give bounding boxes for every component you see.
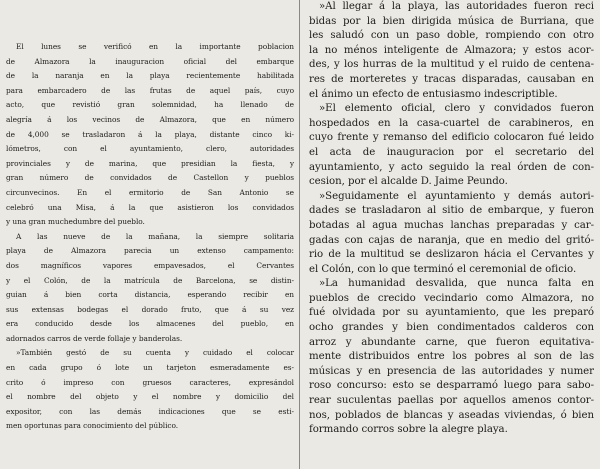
paragraph (6, 346, 294, 434)
text-line: en cada grupo ó lote un tarjeton esmeradamente es- (6, 363, 294, 373)
text-line: el Colón, con lo que terminó el ceremonial de oficio. (309, 263, 577, 275)
text-line: playa de Almazora parecia un extenso campamento: (6, 246, 294, 256)
text-line: cesion, por el alcalde D. Jaime Peundo. (309, 176, 508, 188)
text-line: dos magníficos vapores empavesados, el Cervantes (6, 260, 294, 270)
text-line: ayuntamiento, y acto seguido la real órden de con- (309, 161, 594, 173)
text-line: acto, que revistió gran solemnidad, ha llenado de (6, 100, 294, 110)
right-column (301, 0, 600, 469)
text-line: gadas con cajas de naranja, que en medio del gritó- (309, 234, 594, 246)
text-line: El lunes se verificó en la importante poblacion (16, 42, 294, 51)
text-line: dades se trasladaron al sitio de embarque, y fueron (309, 205, 594, 217)
text-line: »También gestó de su cuenta y cuidado el colocar (16, 348, 294, 358)
text-line: pueblos de crecido vecindario como Almazora, no (309, 292, 594, 304)
text-line: gran número de convidados de Castellon y pueblos (6, 173, 294, 183)
text-line: era conducido desde los almacenes del pueblo, en (6, 319, 294, 329)
text-line: hospedados en la casa-cuartel de carabineros, en (309, 117, 594, 129)
text-line: lómetros, con el ayuntamiento, clero, autoridades (6, 144, 294, 154)
text-line: guian á bien corta distancia, esperando recibir en (6, 290, 294, 300)
text-line: de 4,000 se trasladaron á la playa, distante cinco ki- (6, 129, 294, 139)
text-line: arroz y abundante carne, que fueron equitativa- (309, 336, 594, 348)
text-line: adornados carros de verde follaje y banderolas. (6, 333, 183, 343)
paragraph (309, 102, 594, 190)
text-line: nos, poblados de blancas y aseadas viviendas, ó bien (309, 409, 594, 421)
text-line: celebró una Misa, á la que asistieron los convidados (6, 202, 294, 212)
text-line: de la naranja en la playa recientemente habilitada (6, 71, 294, 81)
text-line: para embarcadero de las frutas de aquel país, cuyo (6, 85, 294, 95)
text-line: provinciales y de marina, que presidian la fiesta, y (6, 158, 294, 168)
text-line: de Almazora la inauguracion oficial del embarque (6, 56, 294, 66)
text-line: roso concurso: esto se desparramó luego para sabo- (309, 380, 594, 392)
text-line: »Seguidamente el ayuntamiento y demás autori- (319, 190, 594, 202)
text-line: »Al llegar á la playa, las autoridades fueron reci (319, 1, 594, 12)
text-line: rear suculentas paellas por aquellos amenos contor- (309, 395, 594, 407)
column-divider (299, 0, 300, 469)
text-line: A las nueve de la mañana, la siempre solitaria (16, 231, 294, 241)
text-line: »El elemento oficial, clero y convidados fueron (319, 103, 594, 115)
text-line: formando corros sobre la alegre playa. (309, 424, 508, 436)
text-line: circunvecinos. En el ermitorio de San Antonio se (6, 187, 294, 197)
text-line: men oportunas para conocimiento del público. (6, 421, 179, 431)
text-line: el ánimo un efecto de entusiasmo indescriptible. (309, 88, 558, 100)
text-line: músicas y en presencia de las autoridades y numer (309, 365, 594, 377)
text-line: mente distribuidos entre los pobres al son de las (309, 351, 594, 363)
text-line: la no ménos inteligente de Almazora; y estos acor- (309, 44, 594, 56)
text-line: botadas al agua muchas lanchas preparadas y car- (309, 219, 594, 231)
text-line: expositor, con las demás indicaciones que se esti- (6, 406, 294, 416)
text-line: des, y los hurras de la multitud y el ruido de centena- (309, 59, 594, 71)
text-line: les saludó con un paso doble, rompiendo con otro (309, 30, 594, 42)
text-line: el nombre del objeto y el nombre y domicilio del (6, 392, 294, 402)
text-line: crito ó impreso con gruesos caracteres, expresándol (6, 377, 294, 387)
text-line: bidas por la bien dirigida música de Burriana, que (309, 15, 594, 27)
text-line: cuyo frente y remanso del edificio colocaron fué leido (309, 132, 594, 144)
paragraph (6, 40, 294, 230)
text-line: rio de la multitud se deslizaron hácia el Cervantes y (309, 249, 594, 261)
text-line: sus extensas bodegas el dorado fruto, que á su vez (6, 304, 294, 314)
text-line: el acta de inauguracion por el secretario del (309, 146, 594, 158)
text-line: res de morteretes y tracas disparadas, causaban en (309, 73, 594, 85)
text-line: alegría á los vecinos de Almazora, que en número (6, 114, 294, 124)
paragraph (309, 190, 594, 278)
text-line: y el Colón, de la matrícula de Barcelona, se distin- (6, 275, 294, 285)
paragraph (6, 230, 294, 347)
text-line: »La humanidad desvalida, que nunca falta en (319, 278, 594, 290)
text-line: fué olvidada por su ayuntamiento, que les preparó (309, 307, 594, 319)
paragraph (309, 277, 594, 438)
text-line: y una gran muchedumbre del pueblo. (6, 217, 145, 227)
text-line: ocho grandes y bien condimentados calderos con (309, 322, 594, 334)
paragraph (309, 0, 594, 102)
